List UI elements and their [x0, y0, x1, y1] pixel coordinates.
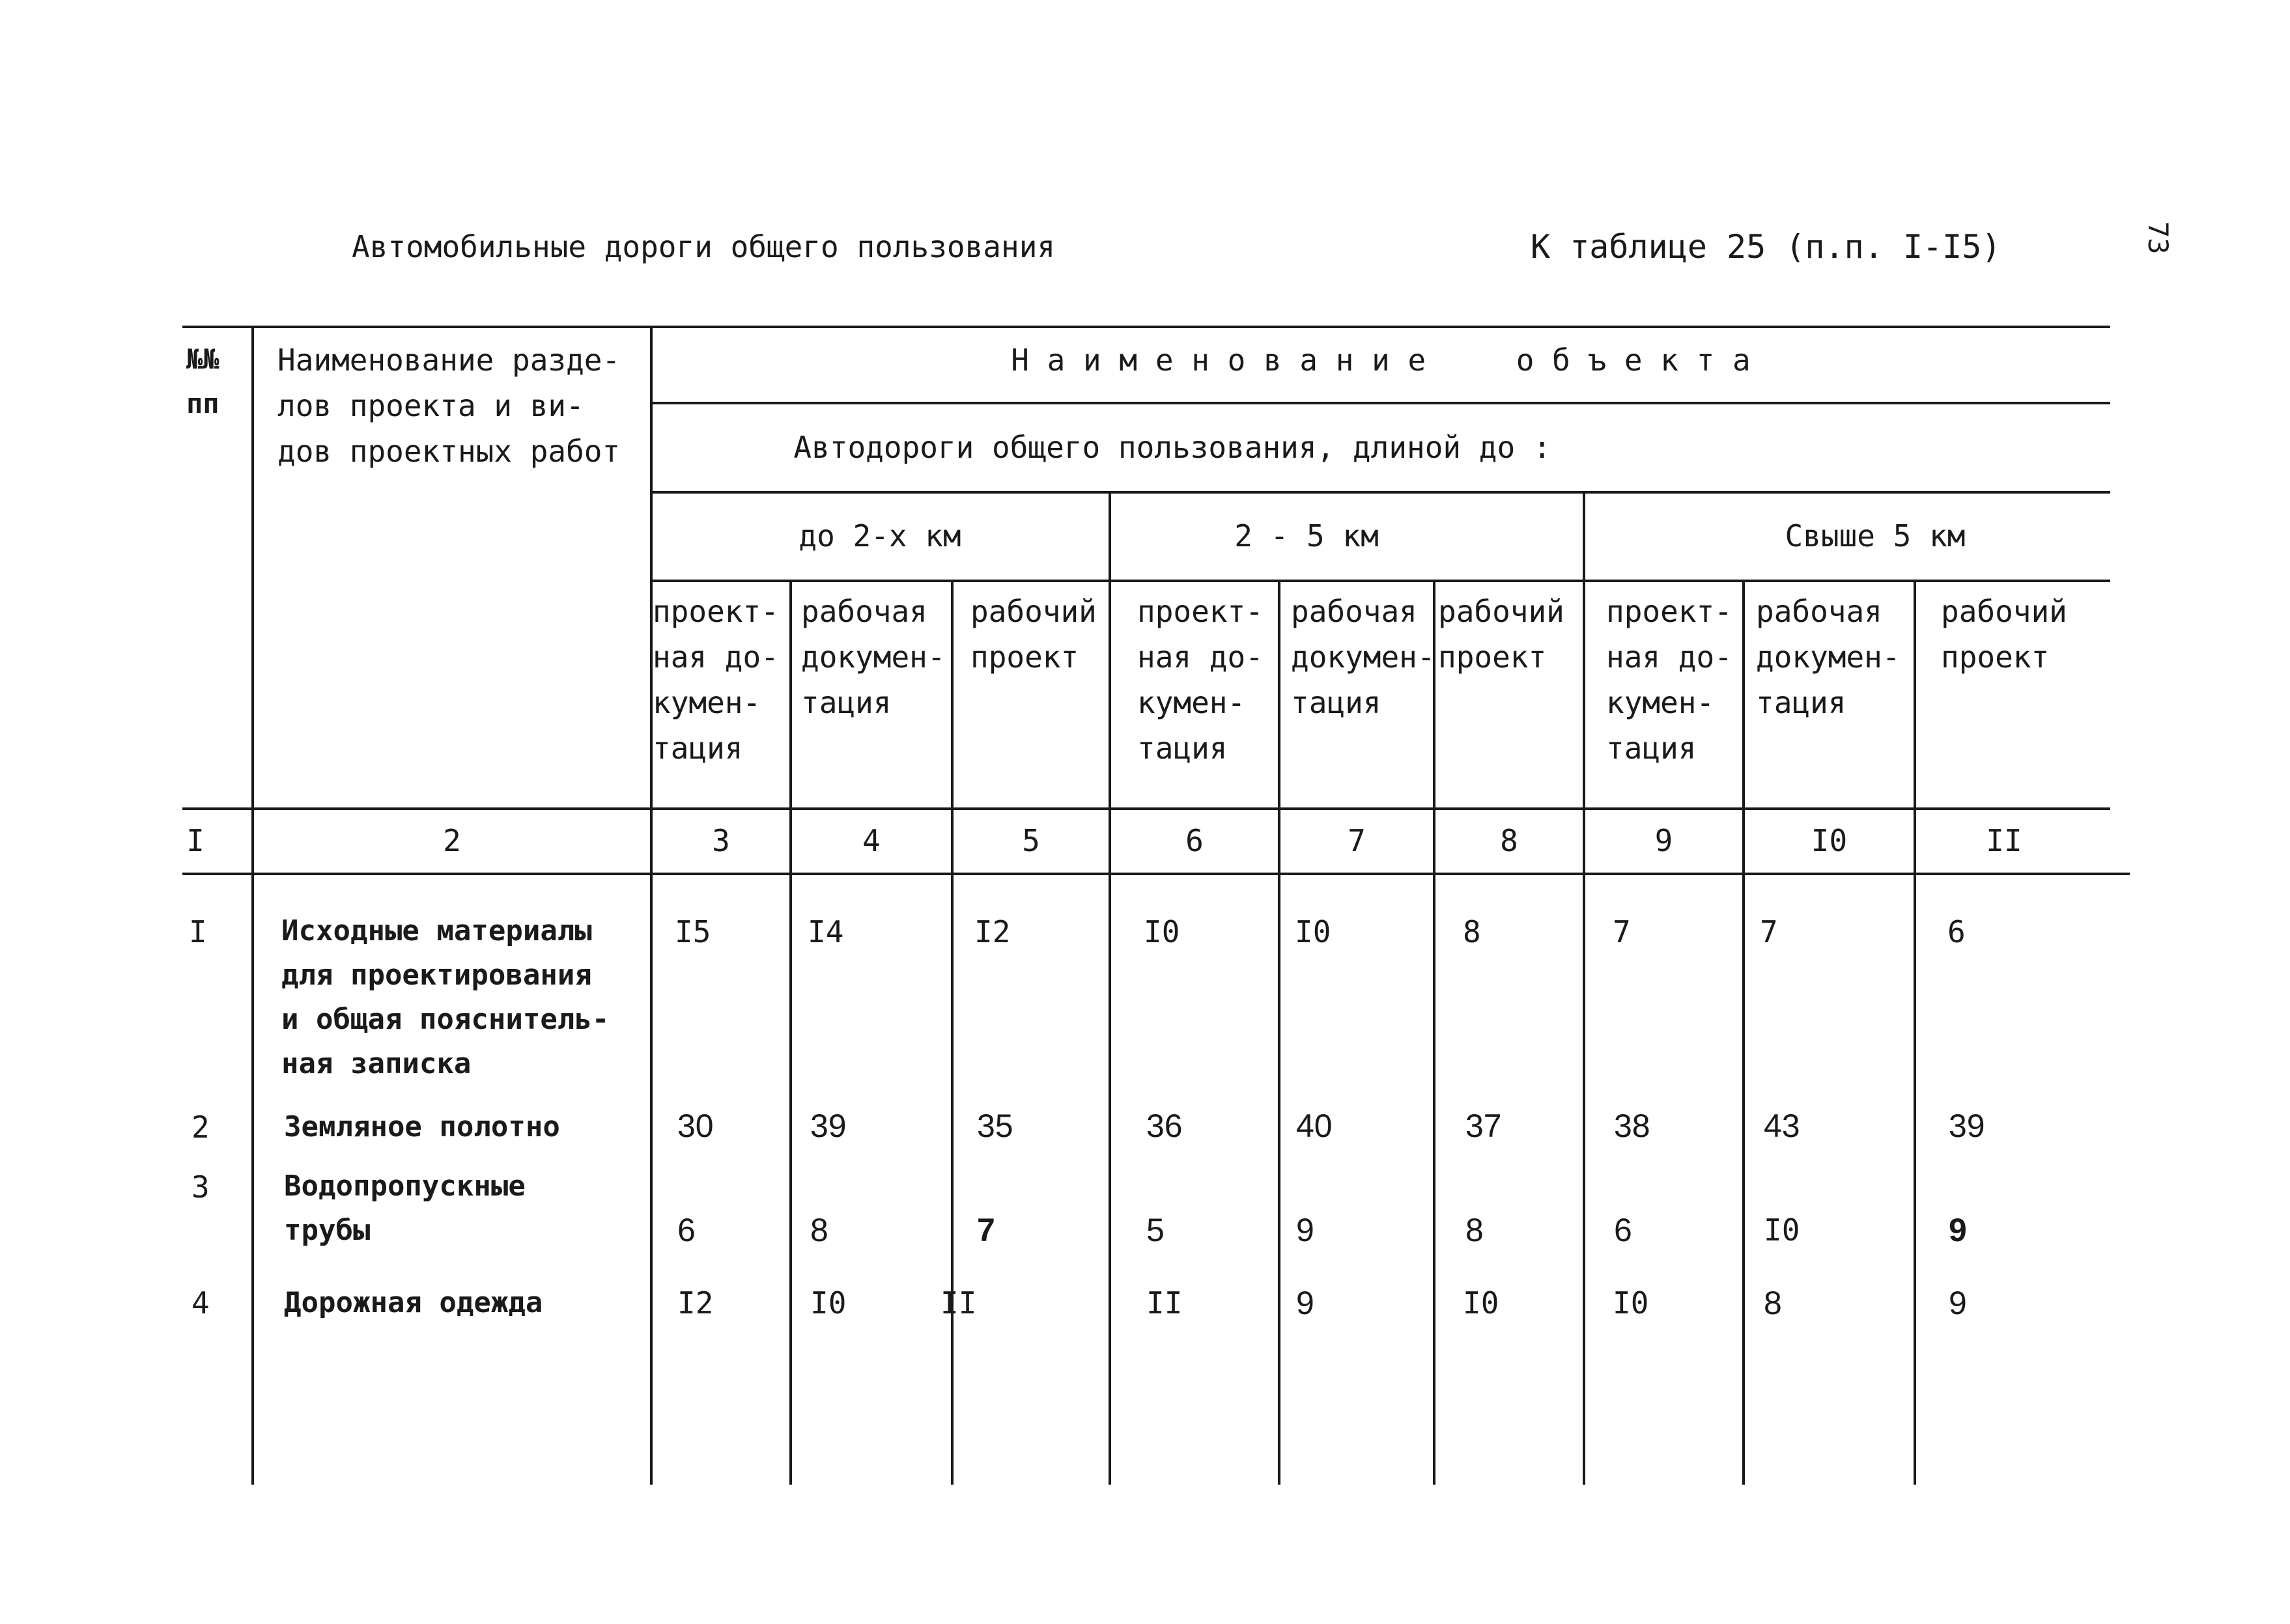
- rule-object: [651, 402, 2110, 404]
- row-name: Дорожная одежда: [284, 1286, 543, 1319]
- cell-value: 8: [1465, 1212, 1484, 1248]
- rule-v-1: [251, 326, 254, 1485]
- cell-value: I0: [1764, 1212, 1800, 1248]
- rule-v-10: [1914, 580, 1916, 1485]
- col-name-header: Наименование разде- лов проекта и ви- дов проектных работ: [277, 343, 621, 469]
- col-number-6: 6: [1185, 823, 1204, 858]
- cell-value: 40: [1296, 1108, 1333, 1144]
- col-number-11: II: [1986, 823, 2022, 858]
- col-number-9: 9: [1654, 823, 1673, 858]
- subcol-header-6: проект- ная до- кумен- тация: [1137, 594, 1264, 766]
- cell-value: I0: [1295, 914, 1331, 949]
- rule-v-3: [789, 580, 792, 1485]
- col-number-2: 2: [443, 823, 461, 858]
- group-header-1: до 2-х км: [799, 518, 961, 553]
- cell-value: II: [940, 1285, 977, 1321]
- object-header: Н а и м е н о в а н и е о б ъ е к т а: [1011, 343, 1751, 378]
- row-name: Земляное полотно: [284, 1110, 560, 1143]
- subcol-header-4: рабочая докумен- тация: [801, 594, 946, 720]
- rule-top: [182, 326, 2110, 328]
- cell-value: 6: [677, 1212, 696, 1248]
- row-number: 3: [191, 1169, 210, 1205]
- cell-value: I2: [677, 1285, 714, 1321]
- cell-value: 7: [1613, 914, 1631, 949]
- col-number-4: 4: [862, 823, 881, 858]
- cell-value: I4: [808, 914, 844, 949]
- document-title: Автомобильные дороги общего пользования: [352, 229, 1056, 264]
- rule-v-5: [1109, 491, 1111, 1485]
- subcol-header-8: рабочий проект: [1438, 594, 1564, 675]
- subcol-header-9: проект- ная до- кумен- тация: [1606, 594, 1732, 766]
- col-number-3: 3: [712, 823, 730, 858]
- cell-value: 6: [1947, 914, 1966, 949]
- page-number: 73: [2142, 221, 2174, 255]
- cell-value: I0: [810, 1285, 847, 1321]
- row-name: Исходные материалы для проектирования и общая пояснитель- ная записка: [281, 914, 610, 1080]
- rule-colnum-bottom: [182, 873, 2130, 875]
- roads-header: Автодороги общего пользования, длиной до :: [793, 430, 1551, 465]
- row-number: 4: [191, 1285, 210, 1321]
- col-number-8: 8: [1500, 823, 1518, 858]
- rule-v-4: [951, 580, 954, 1485]
- rule-groups: [651, 580, 2110, 582]
- table-reference: К таблице 25 (п.п. I-I5): [1531, 228, 2001, 266]
- cell-value: I0: [1463, 1285, 1499, 1321]
- subcol-header-7: рабочая докумен- тация: [1291, 594, 1435, 720]
- subcol-header-3: проект- ная до- кумен- тация: [653, 594, 779, 766]
- group-header-2: 2 - 5 км: [1234, 518, 1379, 553]
- col-number-10: I0: [1811, 823, 1848, 858]
- cell-value: 39: [1949, 1108, 1985, 1144]
- cell-value: 9: [1296, 1285, 1314, 1321]
- col-number-7: 7: [1348, 823, 1366, 858]
- cell-value: 9: [1949, 1285, 1967, 1321]
- cell-value: I5: [675, 914, 711, 949]
- cell-value: 43: [1764, 1108, 1800, 1144]
- cell-value: 39: [810, 1108, 847, 1144]
- cell-value: I0: [1613, 1285, 1649, 1321]
- cell-value: 6: [1614, 1212, 1632, 1248]
- col-number-1: I: [186, 823, 205, 858]
- cell-value: 9: [1296, 1212, 1314, 1248]
- subcol-header-5: рабочий проект: [970, 594, 1097, 675]
- cell-value: 30: [677, 1108, 714, 1144]
- cell-value: 9: [1949, 1212, 1967, 1248]
- cell-value: 7: [977, 1212, 995, 1248]
- cell-value: 7: [1760, 914, 1778, 949]
- cell-value: 8: [1463, 914, 1481, 949]
- cell-value: II: [1146, 1285, 1183, 1321]
- cell-value: 36: [1146, 1108, 1183, 1144]
- rule-header-bottom: [182, 807, 2110, 810]
- row-name: Водопропускные трубы: [284, 1169, 526, 1247]
- rule-v-2: [650, 326, 653, 1485]
- col-number-5: 5: [1022, 823, 1040, 858]
- rule-v-6: [1278, 580, 1280, 1485]
- rule-v-8: [1583, 491, 1585, 1485]
- cell-value: I2: [974, 914, 1011, 949]
- cell-value: 8: [1764, 1285, 1782, 1321]
- cell-value: I0: [1144, 914, 1180, 949]
- cell-value: 5: [1146, 1212, 1165, 1248]
- subcol-header-11: рабочий проект: [1941, 594, 2067, 675]
- row-number: 2: [191, 1110, 210, 1145]
- cell-value: 35: [977, 1108, 1013, 1144]
- group-header-3: Свыше 5 км: [1785, 518, 1966, 553]
- row-number: I: [189, 914, 207, 949]
- col-no-header: №№ пп: [186, 343, 219, 419]
- cell-value: 38: [1614, 1108, 1650, 1144]
- cell-value: 37: [1465, 1108, 1502, 1144]
- cell-value: 8: [810, 1212, 828, 1248]
- subcol-header-10: рабочая докумен- тация: [1756, 594, 1901, 720]
- rule-roads: [651, 491, 2110, 494]
- rule-v-9: [1742, 580, 1745, 1485]
